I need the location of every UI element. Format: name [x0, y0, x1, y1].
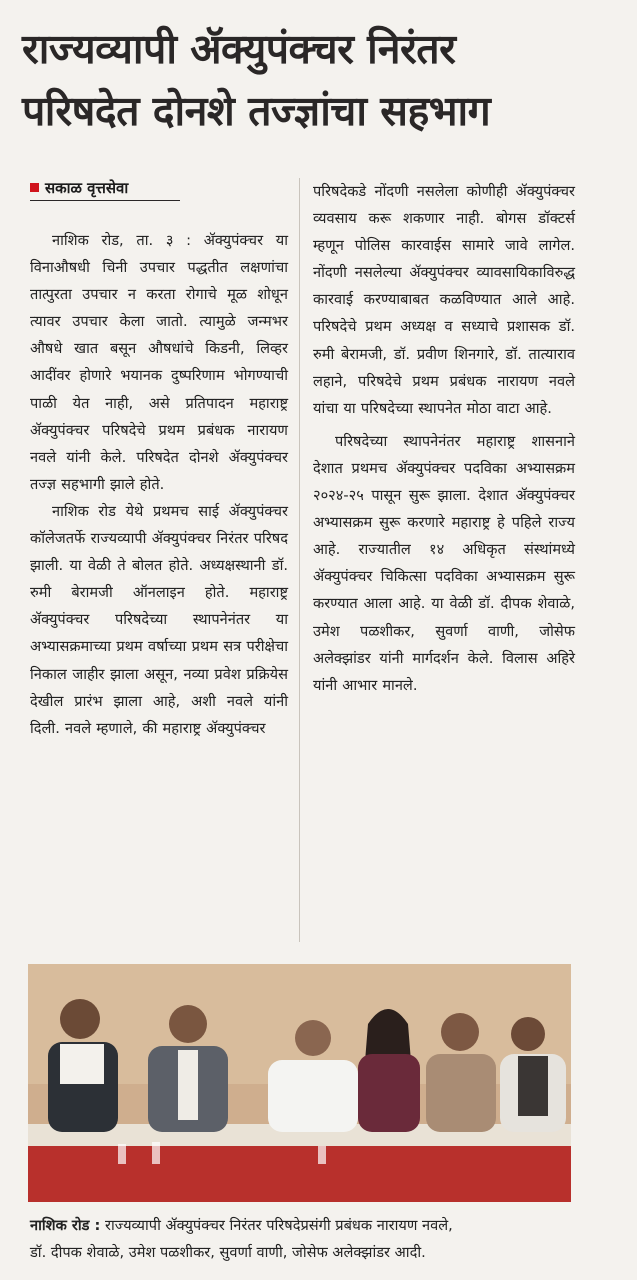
right-column: [313, 178, 575, 699]
headline: [22, 18, 622, 142]
caption-line-2: डॉ. दीपक शेवाळे, उमेश पळशीकर, सुवर्णा वाणी, जोसेफ अलेक्झांडर आदी.: [30, 1244, 426, 1261]
event-photo: [28, 964, 571, 1202]
paragraph: नाशिक रोड, ता. ३ : ॲक्युपंक्चर या विनाऔषधी चिनी उपचार पद्धतीत लक्षणांचा तात्पुरता उपचार न करता रोगाचे मूळ शोधून त्यावर उपचार केला जातो. त्यामुळे जन्मभर औषधे खात बसून औषधांचे किडनी, लिव्हर आदींवर होणारे भयानक दुष्परिणाम भोगण्याची पाळी येत नाही, असे प्रतिपादन महाराष्ट्र ॲक्युपंक्चर परिषदेचे प्रथम प्रबंधक नारायण नवले यांनी केले. परिषदेत दोनशे ॲक्युपंक्चर तज्ज्ञ सहभागी झाले होते.: [30, 232, 288, 493]
column-divider: [299, 178, 300, 942]
caption-place: नाशिक रोड :: [30, 1217, 101, 1234]
caption-line-1: राज्यव्यापी ॲक्युपंक्चर निरंतर परिषदेप्रसंगी प्रबंधक नारायण नवले,: [105, 1217, 453, 1234]
paragraph: परिषदेच्या स्थापनेनंतर महाराष्ट्र शासनाने देशात प्रथमच ॲक्युपंक्चर पदविका अभ्यासक्रम २०२४-२५ पासून सुरू झाला. देशात ॲक्युपंक्चर अभ्यासक्रम सुरू करणारे महाराष्ट्र हे पहिले राज्य आहे. राज्यातील १४ अधिकृत संस्थांमध्ये ॲक्युपंक्चर चिकित्सा पदविका अभ्यासक्रम सुरू करण्यात आला आहे. या वेळी डॉ. दीपक शेवाळे, उमेश पळशीकर, सुवर्णा वाणी, जोसेफ अलेक्झांडर यांनी मार्गदर्शन केले. विलास अहिरे यांनी आभार मानले.: [313, 432, 575, 694]
red-square-icon: [30, 183, 39, 192]
photo-illustration: [28, 964, 571, 1202]
byline-text: सकाळ वृत्तसेवा: [45, 178, 129, 197]
paragraph: नाशिक रोड येथे प्रथमच साई ॲक्युपंक्चर कॉलेजतर्फे राज्यव्यापी ॲक्युपंक्चर निरंतर परिषद झाली. या वेळी ते बोलत होते. अध्यक्षस्थानी डॉ. रुमी बेरामजी ऑनलाइन होते. महाराष्ट्र ॲक्युपंक्चर परिषदेच्या स्थापनेनंतर या अभ्यासक्रमाच्या प्रथम वर्षाच्या प्रथम सत्र परीक्षेचा निकाल जाहीर झाला असून, नव्या प्रवेश प्रक्रियेस देखील प्रारंभ झाला आहे, अशी नवले यांनी दिली. नवले म्हणाले, की महाराष्ट्र ॲक्युपंक्चर: [30, 502, 288, 737]
byline: [30, 175, 180, 201]
photo-caption: [30, 1212, 590, 1266]
paragraph: परिषदेकडे नोंदणी नसलेला कोणीही ॲक्युपंक्चर व्यवसाय करू शकणार नाही. बोगस डॉक्टर्स म्हणून पोलिस कारवाईस सामारे जावे लागेल. नोंदणी नसलेल्या ॲक्युपंक्चर व्यावसायिकाविरुद्ध कारवाई करण्याबाबत कळविण्यात आले आहे. परिषदेचे प्रथम अध्यक्ष व सध्याचे प्रशासक डॉ. रुमी बेरामजी, डॉ. प्रवीण शिनगारे, डॉ. तात्याराव लहाने, परिषदेचे प्रथम प्रबंधक नारायण नवले यांचा या परिषदेच्या स्थापनेत मोठा वाटा आहे.: [313, 183, 575, 417]
headline-line-2: परिषदेत दोनशे तज्ज्ञांचा सहभाग: [22, 87, 491, 135]
headline-line-1: राज्यव्यापी ॲक्युपंक्चर निरंतर: [22, 25, 456, 73]
left-column: [30, 175, 288, 742]
